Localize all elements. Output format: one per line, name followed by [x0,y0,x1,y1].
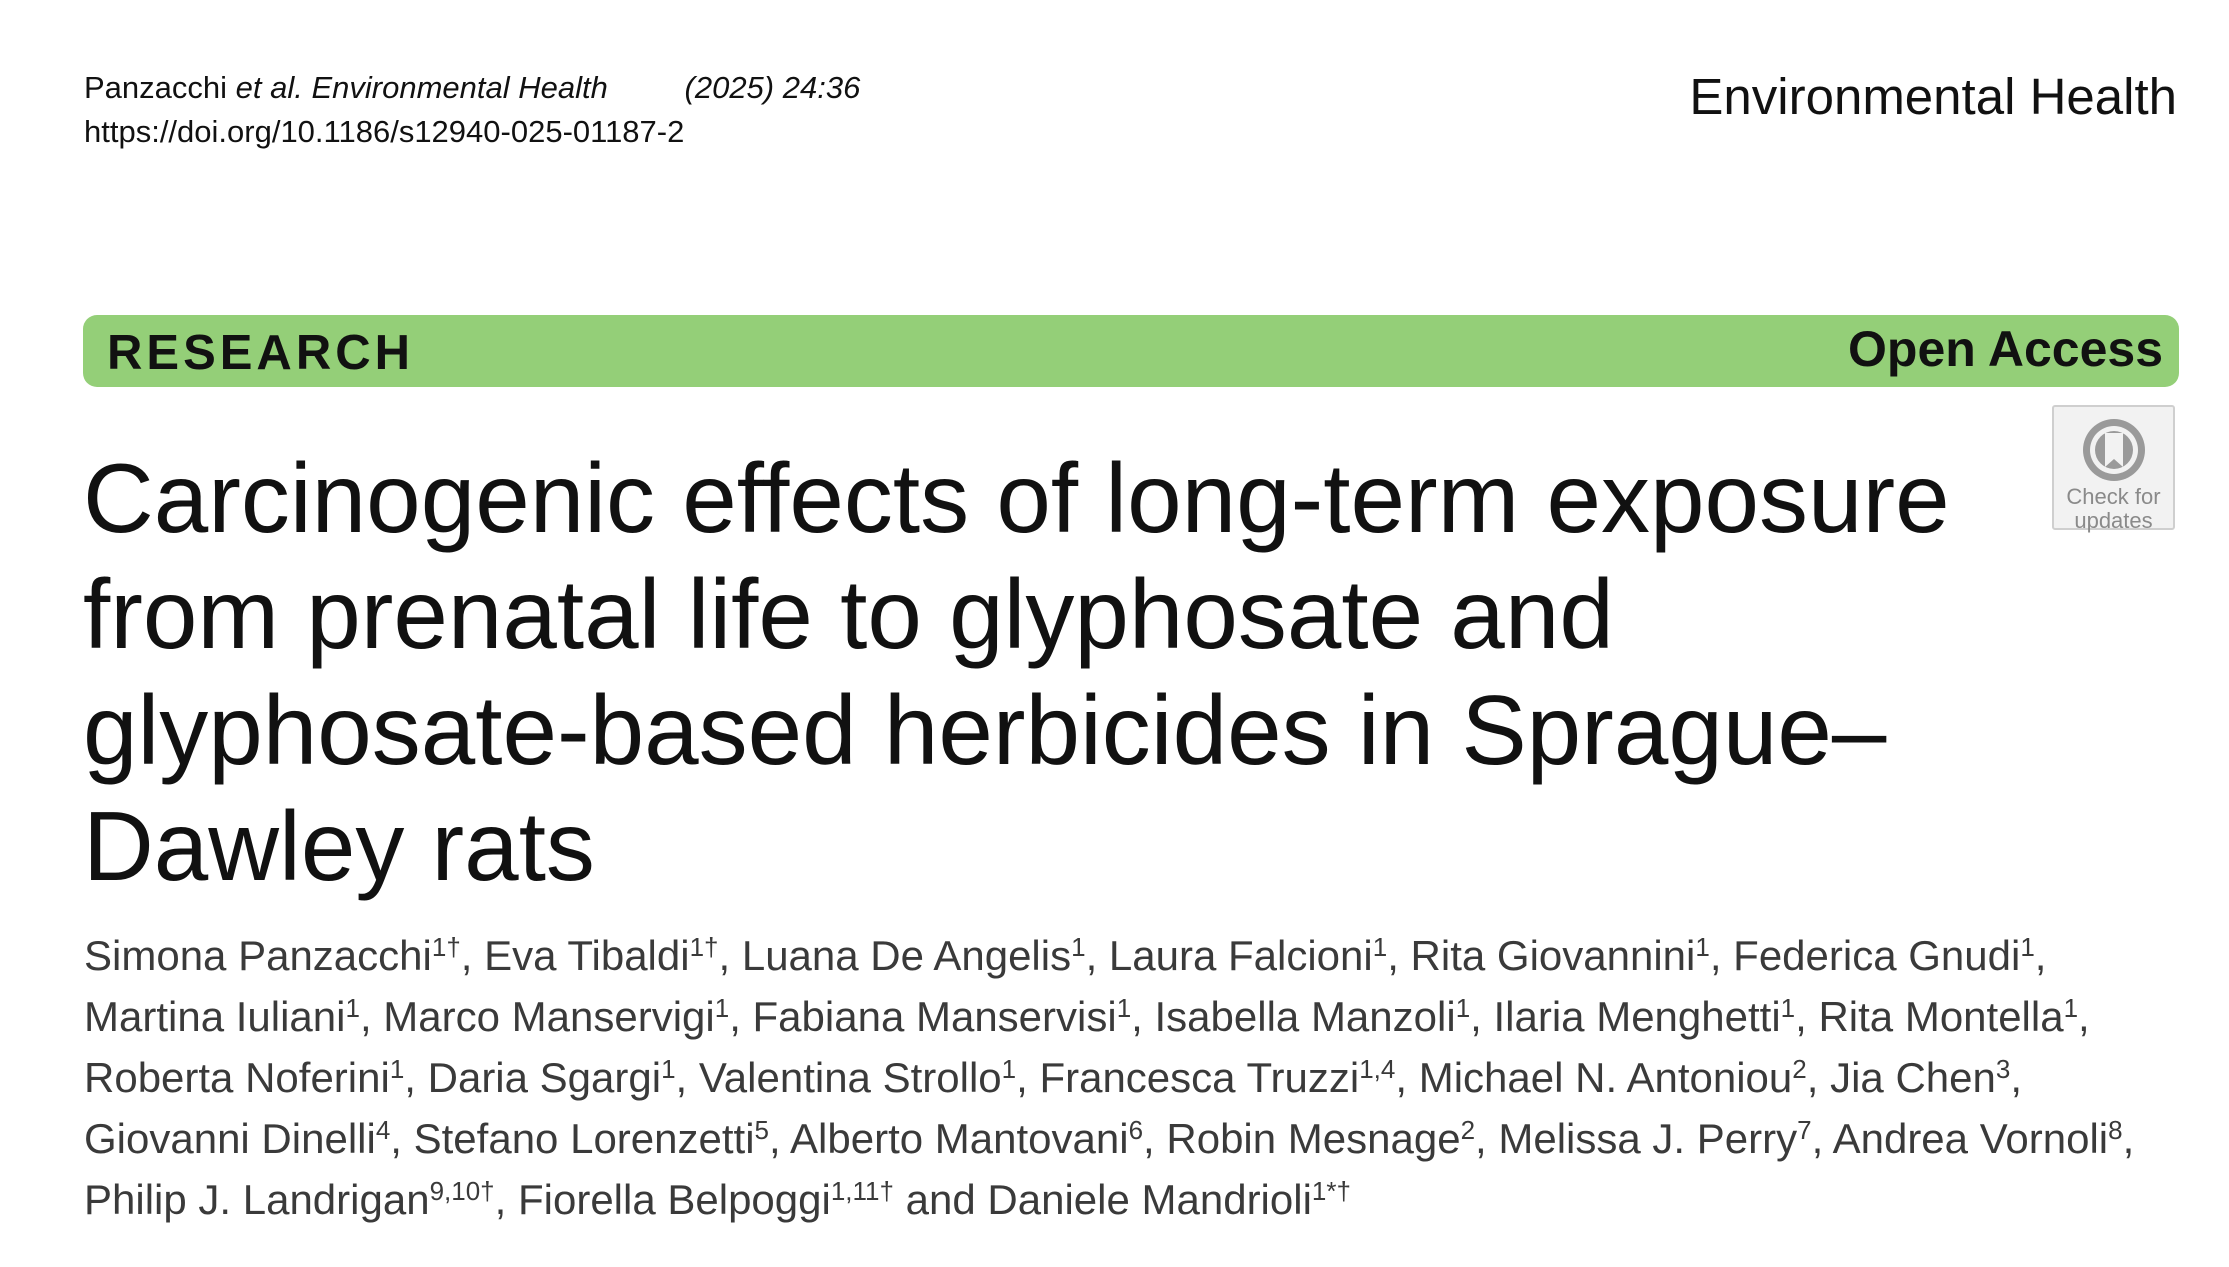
doi-link[interactable]: https://doi.org/10.1186/s12940-025-01187-2 [84,114,685,149]
author-item[interactable] [987,1176,1351,1223]
author-item[interactable] [383,993,729,1040]
author-affiliation: 1 [1455,993,1471,1023]
author-affiliation: 6 [1128,1115,1144,1145]
author-affiliation: 2 [1792,1054,1807,1084]
author-name: Simona Panzacchi [84,932,432,979]
author-affiliation: 1† [431,932,461,962]
open-access-label: Open Access [1848,321,2163,377]
author-affiliation: 7 [1797,1115,1812,1145]
author-name: Melissa J. Perry [1498,1115,1798,1162]
author-item[interactable] [414,1115,769,1162]
author-name: Eva Tibaldi [484,932,690,979]
check-updates-line1: Check for [2066,484,2161,509]
author-name: Rita Giovannini [1410,932,1696,979]
author-item[interactable] [84,993,360,1040]
author-item[interactable] [1166,1115,1475,1162]
citation-author: Panzacchi [84,70,228,105]
author-item[interactable] [1833,1115,2123,1162]
author-name: Andrea Vornoli [1832,1115,2109,1162]
author-name: Federica Gnudi [1733,932,2021,979]
author-item[interactable] [753,993,1132,1040]
citation-et-al: et al. [235,70,303,105]
author-item[interactable] [84,932,461,979]
author-name: Laura Falcioni [1108,932,1373,979]
author-item[interactable] [1155,993,1471,1040]
author-name: Robin Mesnage [1166,1115,1461,1162]
author-name: Luana De Angelis [741,932,1072,979]
journal-name: Environmental Health [1689,68,2177,125]
author-affiliation: 1,11† [830,1176,894,1206]
author-item[interactable] [84,1054,404,1101]
author-item[interactable] [1419,1054,1807,1101]
author-item[interactable] [742,932,1086,979]
citation-line [84,66,860,110]
author-name: Fiorella Belpoggi [517,1176,831,1223]
author-name: Stefano Lorenzetti [413,1115,755,1162]
author-item[interactable] [1411,932,1710,979]
author-affiliation: 1† [689,932,719,962]
author-affiliation: 4 [375,1115,391,1145]
author-item[interactable] [1733,932,2035,979]
author-item[interactable] [484,932,718,979]
author-item[interactable] [1494,993,1796,1040]
author-name: Marco Manservigi [383,993,715,1040]
author-affiliation: 3 [1995,1054,2011,1084]
author-name: Rita Montella [1818,993,2064,1040]
author-name: Ilaria Menghetti [1493,993,1781,1040]
author-name: Daniele Mandrioli [987,1176,1312,1223]
citation-journal: Environmental Health [311,70,608,105]
check-updates-line2: updates [2074,508,2153,533]
author-affiliation: 9,10† [429,1176,495,1206]
author-affiliation: 5 [754,1115,769,1145]
author-name: Martina Iuliani [84,993,346,1040]
article-title: Carcinogenic effects of long-term exposure from prenatal life to glyphosate and glyphosate-based herbicides in Sprague–Dawley rats [83,443,1950,901]
author-name: Francesca Truzzi [1039,1054,1360,1101]
author-affiliation: 1 [2063,993,2079,1023]
author-affiliation: 8 [2108,1115,2123,1145]
author-item[interactable] [1039,1054,1395,1101]
author-name: Philip J. Landrigan [84,1176,430,1223]
author-affiliation: 1 [714,993,730,1023]
author-affiliation: 1 [2020,932,2035,962]
citation-block [84,66,860,154]
author-affiliation: 1,4 [1359,1054,1396,1084]
author-name: Fabiana Manservisi [752,993,1117,1040]
author-item[interactable] [1830,1054,2010,1101]
author-affiliation: 1 [1001,1054,1017,1084]
author-item[interactable] [1498,1115,1811,1162]
author-name: Jia Chen [1830,1054,1996,1101]
author-name: Giovanni Dinelli [84,1115,376,1162]
author-name: Roberta Noferini [84,1054,390,1101]
author-name: Michael N. Antoniou [1418,1054,1793,1101]
author-affiliation: 1 [1695,932,1710,962]
author-item[interactable] [1818,993,2078,1040]
author-item[interactable] [1109,932,1387,979]
author-name: Daria Sgargi [427,1054,662,1101]
author-item[interactable] [699,1054,1016,1101]
author-affiliation: 1 [1116,993,1132,1023]
author-affiliation: 2 [1460,1115,1476,1145]
author-name: Valentina Strollo [698,1054,1002,1101]
article-type-label: RESEARCH [107,326,414,380]
author-item[interactable] [518,1176,894,1223]
author-name: Alberto Mantovani [790,1115,1129,1162]
author-affiliation: 1 [661,1054,676,1084]
author-list: Simona Panzacchi$^{1\dagger}$, Eva Tibaldi$^{1\dagger}$, Luana De Angelis$^1$, Laura Falcioni$^1$, Rita Giovannini$^1$, Federica Gnudi$^1$, Martina Iuliani$^1$, Marco Manservigi$^1$, Fabiana Manservisi$^1$, Isabella Manzoli$^1$, Ilaria Menghetti$^1$, Rita Montella$^1$, Roberta Noferini$^1$, Daria Sgargi$^1$, Valentina Strollo$^1$, Francesca Truzzi$^{1,4}$, Michael N. Antoniou$^2$, Jia Chen$^3$, Giovanni Dinelli$^4$, Stefano Lorenzetti$^5$, Alberto Mantovani$^6$, Robin Mesnage$^2$, Melissa J. Perry$^7$, Andrea Vornoli$^8$, Philip J. Landrigan$^{9,10\dagger}$, Fiorella Belpoggi$^{1,11\dagger}$ and Daniele Mandrioli$^{1*\dagger}$ [84,932,2135,1223]
author-name: Isabella Manzoli [1154,993,1456,1040]
author-item[interactable] [84,1176,495,1223]
author-joiner: and [905,1176,976,1223]
author-affiliation: 1 [1780,993,1796,1023]
author-affiliation: 1 [1372,932,1388,962]
article-type-banner [83,315,2179,387]
author-affiliation: 1 [345,993,360,1023]
author-affiliation: 1 [389,1054,405,1084]
author-item[interactable] [428,1054,676,1101]
author-affiliation: 1 [1071,932,1086,962]
author-item[interactable] [790,1115,1143,1162]
author-item[interactable] [84,1115,390,1162]
citation-year-volume: (2025) 24:36 [684,70,861,105]
author-affiliation: 1*† [1311,1176,1351,1206]
